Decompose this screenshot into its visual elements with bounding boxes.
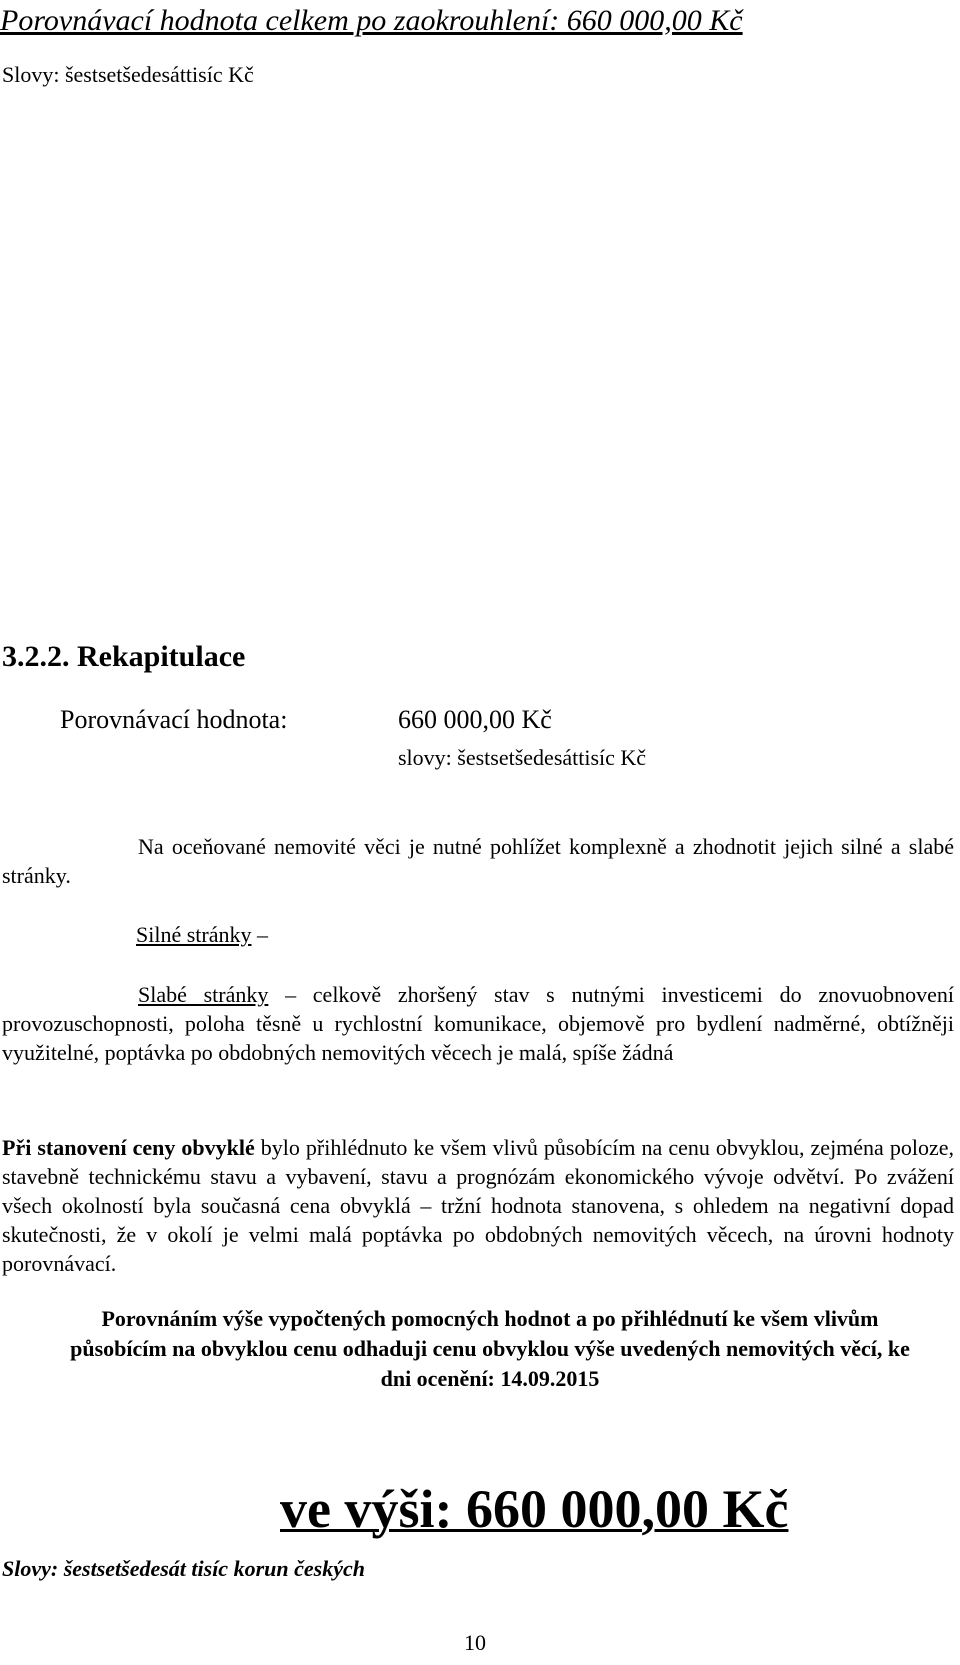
recap-value: 660 000,00 Kč xyxy=(398,705,552,734)
recap-label: Porovnávací hodnota: xyxy=(60,705,288,734)
conclusion-paragraph: Porovnáním výše vypočtených pomocných hodnot a po přihlédnutí ke všem vlivům působícím na obvyklou cenu odhaduji cenu obvyklou výše uvedených nemovitých věcí, ke dni ocenění: 14.09.2015 xyxy=(70,1306,910,1391)
market-paragraph xyxy=(2,1133,954,1278)
market-text: bylo přihlédnuto ke všem vlivů působícím na cenu obvyklou, zejména poloze, stavebně technickému stavu a vybavení, stavu a prognózám ekonomického vývoje odvětví. Po zvážení všech okolností byla současná cena obvyklá – tržní hodnota stanovena, s ohledem na negativní dopad skutečnosti, že v okolí je velmi malá poptávka po obdobných nemovitých věcech, na úrovni hodnoty porovnávací. xyxy=(2,1135,954,1276)
recap-words: slovy: šestsetšedesáttisíc Kč xyxy=(398,745,647,770)
weaknesses-text: – celkově zhoršený stav s nutnými investicemi do znovuobnovení provozuschopnosti, poloha těsně u rychlostní komunikace, objemově pro bydlení nadměrné, obtížněji využitelné, poptávka po obdobných nemovitých věcech je malá, spíše žádná xyxy=(2,982,954,1065)
final-words: Slovy: šestsetšedesát tisíc korun českých xyxy=(2,1556,365,1581)
page-number: 10 xyxy=(464,1630,486,1655)
section-heading: 3.2.2. Rekapitulace xyxy=(2,640,246,673)
summary-words: Slovy: šestsetšedesáttisíc Kč xyxy=(2,62,254,87)
final-amount: ve výši: 660 000,00 Kč xyxy=(280,1479,789,1539)
weaknesses-label: Slabé stránky xyxy=(138,982,269,1007)
strengths-line xyxy=(136,922,268,948)
summary-title: Porovnávací hodnota celkem po zaokrouhlení: 660 000,00 Kč xyxy=(0,4,743,37)
market-lead: Při stanovení ceny obvyklé xyxy=(2,1135,255,1160)
strengths-dash: – xyxy=(251,922,268,947)
strengths-label: Silné stránky xyxy=(136,922,252,947)
intro-paragraph: Na oceňované nemovité věci je nutné pohlížet komplexně a zhodnotit jejich silné a slabé stránky. xyxy=(2,834,954,888)
weaknesses-paragraph xyxy=(2,980,954,1067)
